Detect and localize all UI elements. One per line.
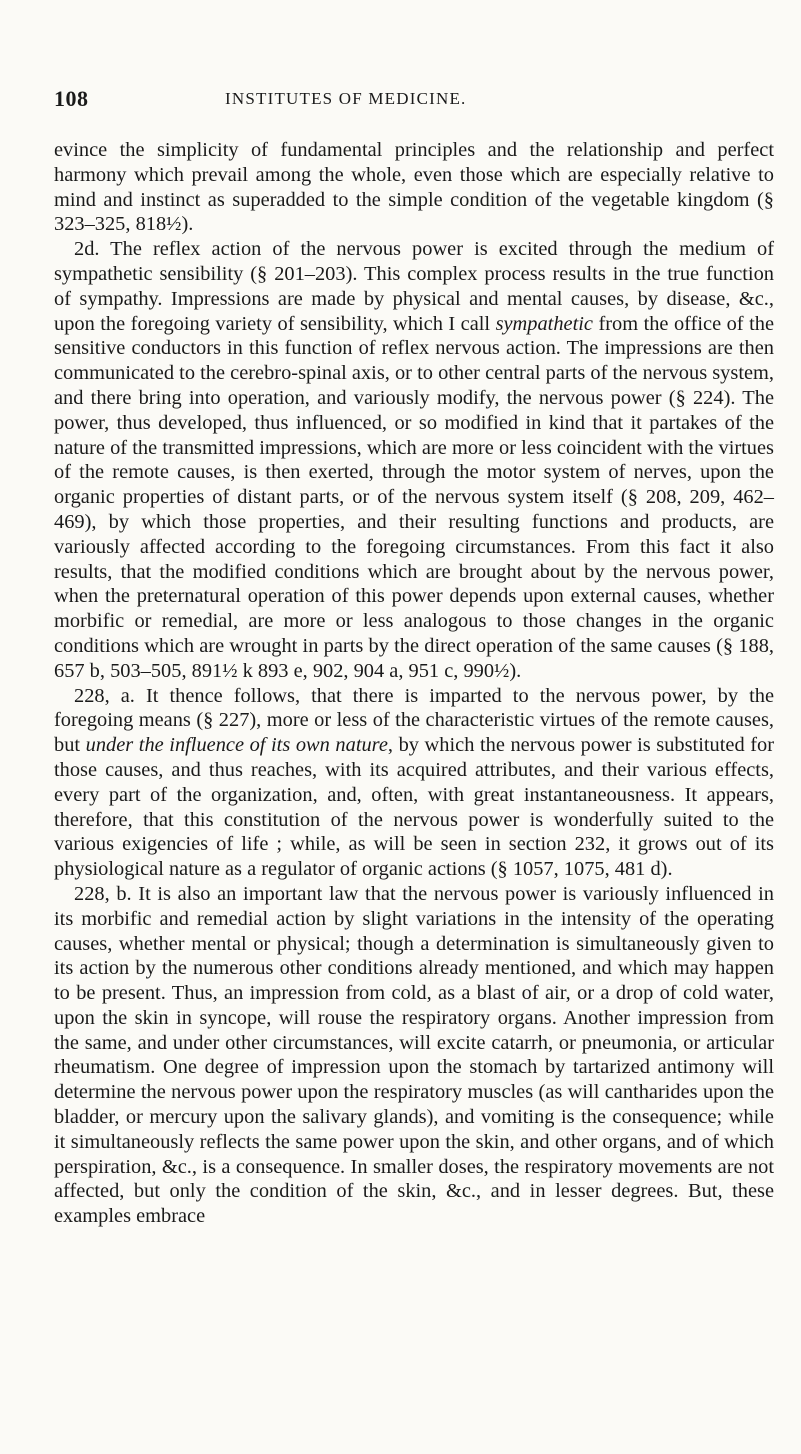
paragraph-text: , by which the nervous power is substituted for those causes, and thus reaches, with its acquired attributes, and their various effects, every part of the organization, and, often, with great instantaneousness. It appears, therefore, that this constitution of the nervous power is wonderfully suited to the various exigencies of life ; while, as will be seen in section 232, it grows out of its physiological nature as a regulator of organic actions (§ 1057, 1075, 481 d). (54, 734, 775, 881)
emphasis-text: sympathetic (495, 312, 593, 335)
paragraph (54, 237, 774, 683)
paragraph-text: 2d. The reflex action of the nervous power is excited through the medium of sympathetic sensibility (§ 201–203). This complex process results in the true function of sympathy. Impressions are made by physical and mental causes, by disease, &c., upon the foregoing variety of sensibility, which I call (54, 238, 774, 335)
paragraph (54, 684, 774, 882)
running-title: INSTITUTES OF MEDICINE. (225, 89, 467, 108)
paragraph: evince the simplicity of fundamental principles and the relationship and perfect harmony which prevail among the whole, even those which are especially relative to mind and instinct as superadded to the simple condition of the vegetable kingdom (§ 323–325, 818½). (54, 139, 774, 236)
body-text (54, 138, 774, 1229)
paragraph: 228, b. It is also an important law that the nervous power is variously influenced in its morbific and remedial action by slight variations in the intensity of the operating causes, whether mental or physical; though a determination is simultaneously given to its action by the numerous other conditions already mentioned, and which may happen to be present. Thus, an impression from cold, as a blast of air, or a drop of cold water, upon the skin in syncope, will rouse the respiratory organs. Another impression from the same, and under other circumstances, will excite catarrh, or pneumonia, or articular rheumatism. One degree of impression upon the stomach by tartarized antimony will determine the nervous power upon the respiratory muscles (as will cantharides upon the bladder, or mercury upon the salivary glands), and vomiting is the consequence; while it simultaneously reflects the same power upon the skin, and other organs, and of which perspiration, &c., is a consequence. In smaller doses, the respiratory movements are not affected, but only the condition of the skin, &c., and in lesser degrees. But, these examples embrace (54, 882, 774, 1228)
paragraph-text: 228, a. It thence follows, that there is imparted to the nervous power, by the foregoing means (§ 227), more or less of the characteristic virtues of the remote causes, but (54, 684, 774, 757)
emphasis-text: under the influence of its own nature (85, 734, 388, 757)
running-head (54, 86, 774, 114)
page-number: 108 (54, 86, 89, 111)
paragraph-text: from the office of the sensitive conductors in this function of reflex nervous action. The impressions are then communicated to the cerebro-spinal axis, or to other central parts of the nervous system, and there bring into operation, and variously modify, the nervous power (§ 224). The power, thus developed, thus influenced, or so modified in kind that it partakes of the nature of the transmitted impressions, which are more or less coincident with the virtues of the remote causes, is then exerted, through the motor system of nerves, upon the organic properties of distant parts, or of the nervous system itself (§ 208, 209, 462–469), by which those properties, and their resulting functions and products, are variously affected according to the foregoing circumstances. From this fact it also results, that the modified conditions which are brought about by the nervous power, when the preternatural operation of this power depends upon external causes, whether morbific or remedial, are more or less analogous to those changes in the organic conditions which are wrought in parts by the direct operation of the same causes (§ 188, 657 b, 503–505, 891½ k 893 e, 902, 904 a, 951 c, 990½). (54, 312, 774, 682)
